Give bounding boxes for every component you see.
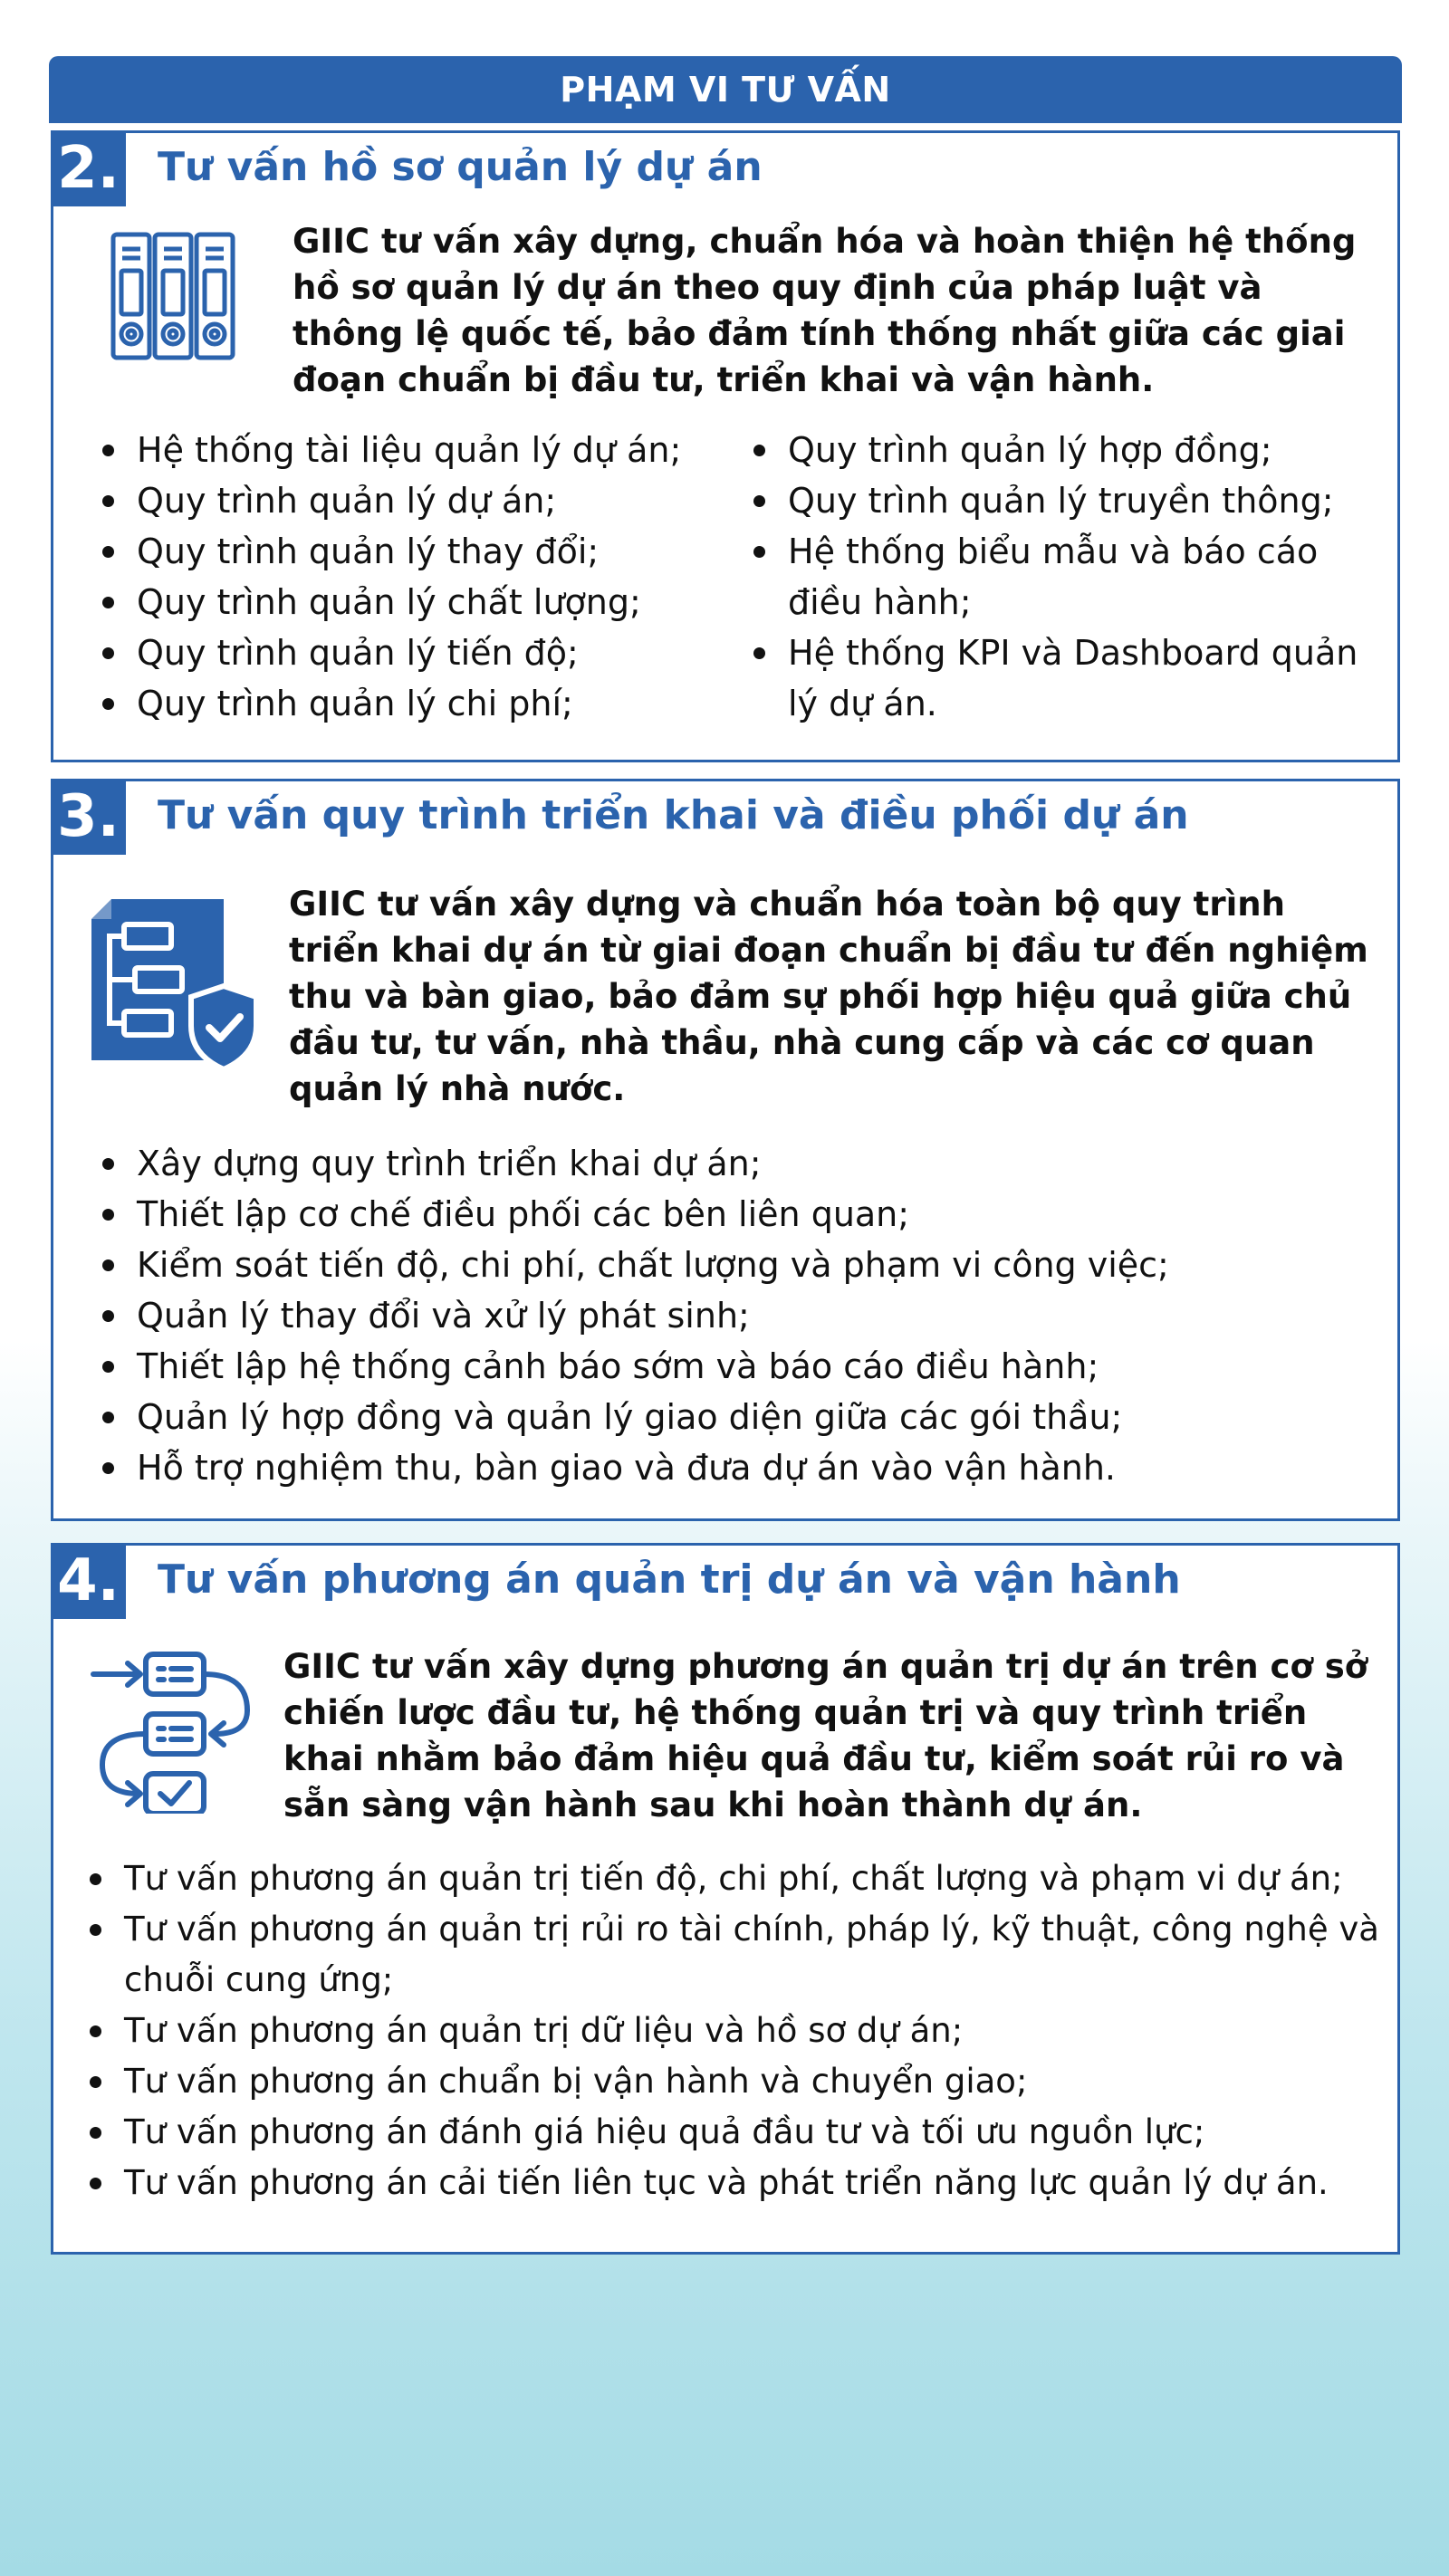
list-item: Quy trình quản lý thay đổi; — [95, 526, 738, 577]
section-title: Tư vấn hồ sơ quản lý dự án — [158, 144, 763, 190]
list-item: Xây dựng quy trình triển khai dự án; — [95, 1138, 1372, 1189]
section-implementation-coordination — [51, 779, 1400, 1521]
page-banner — [49, 56, 1402, 123]
list-item: Tư vấn phương án cải tiến liên tục và phát triển năng lực quản lý dự án. — [82, 2158, 1387, 2208]
list-item: Hệ thống biểu mẫu và báo cáo điều hành; — [746, 526, 1371, 627]
section-intro: GIIC tư vấn xây dựng, chuẩn hóa và hoàn thiện hệ thống hồ sơ quản lý dự án theo quy định của pháp luật và thông lệ quốc tế, bảo đảm tính thống nhất giữa các giai đoạn chuẩn bị đầu tư, triển khai và vận hành. — [293, 222, 1357, 399]
list-item: Thiết lập cơ chế điều phối các bên liên quan; — [95, 1189, 1372, 1240]
binders-icon — [110, 231, 238, 367]
section-list — [82, 1853, 1387, 2208]
list-item: Quy trình quản lý truyền thông; — [746, 475, 1371, 526]
section-number: 4. — [51, 1543, 126, 1619]
section-number: 3. — [51, 779, 126, 855]
list-item: Quy trình quản lý chi phí; — [95, 678, 738, 729]
list-item: Quản lý thay đổi và xử lý phát sinh; — [95, 1290, 1372, 1341]
section-title: Tư vấn phương án quản trị dự án và vận hành — [158, 1556, 1181, 1603]
section-intro: GIIC tư vấn xây dựng và chuẩn hóa toàn bộ quy trình triển khai dự án từ giai đoạn chuẩn bị đầu tư đến nghiệm thu và bàn giao, bảo đảm sự phối hợp hiệu quả giữa chủ đầu tư, tư vấn, nhà thầu, nhà cung cấp và các cơ quan quản lý nhà nước. — [289, 885, 1368, 1108]
section-intro: GIIC tư vấn xây dựng phương án quản trị dự án trên cơ sở chiến lược đầu tư, hệ thống quản trị và quy trình triển khai nhằm bảo đảm hiệu quả đầu tư, kiểm soát rủi ro và sẵn sàng vận hành sau khi hoàn thành dự án. — [283, 1647, 1368, 1824]
section-list-left — [95, 425, 738, 729]
list-item: Thiết lập hệ thống cảnh báo sớm và báo cáo điều hành; — [95, 1341, 1372, 1392]
list-item: Tư vấn phương án đánh giá hiệu quả đầu tư và tối ưu nguồn lực; — [82, 2107, 1387, 2158]
section-title: Tư vấn quy trình triển khai và điều phối dự án — [158, 792, 1189, 838]
list-item: Tư vấn phương án quản trị tiến độ, chi phí, chất lượng và phạm vi dự án; — [82, 1853, 1387, 1904]
list-item: Quản lý hợp đồng và quản lý giao diện giữa các gói thầu; — [95, 1392, 1372, 1442]
section-list — [95, 1138, 1372, 1493]
section-governance-operation — [51, 1543, 1400, 2255]
list-item: Kiểm soát tiến độ, chi phí, chất lượng và phạm vi công việc; — [95, 1240, 1372, 1290]
list-item: Tư vấn phương án quản trị dữ liệu và hồ sơ dự án; — [82, 2006, 1387, 2056]
process-flow-checklist-icon — [88, 1642, 260, 1817]
list-item: Hệ thống KPI và Dashboard quản lý dự án. — [746, 627, 1371, 729]
section-number: 2. — [51, 130, 126, 206]
list-item: Tư vấn phương án quản trị rủi ro tài chính, pháp lý, kỹ thuật, công nghệ và chuỗi cung ứng; — [82, 1904, 1387, 2006]
section-list-right — [746, 425, 1371, 729]
list-item: Quy trình quản lý hợp đồng; — [746, 425, 1371, 475]
list-item: Tư vấn phương án chuẩn bị vận hành và chuyển giao; — [82, 2056, 1387, 2107]
list-item: Hệ thống tài liệu quản lý dự án; — [95, 425, 738, 475]
section-project-records-consulting — [51, 130, 1400, 762]
list-item: Hỗ trợ nghiệm thu, bàn giao và đưa dự án vào vận hành. — [95, 1442, 1372, 1493]
list-item: Quy trình quản lý dự án; — [95, 475, 738, 526]
list-item: Quy trình quản lý chất lượng; — [95, 577, 738, 627]
workflow-document-shield-icon — [88, 892, 260, 1077]
banner-title: PHẠM VI TƯ VẤN — [560, 70, 891, 110]
list-item: Quy trình quản lý tiến độ; — [95, 627, 738, 678]
